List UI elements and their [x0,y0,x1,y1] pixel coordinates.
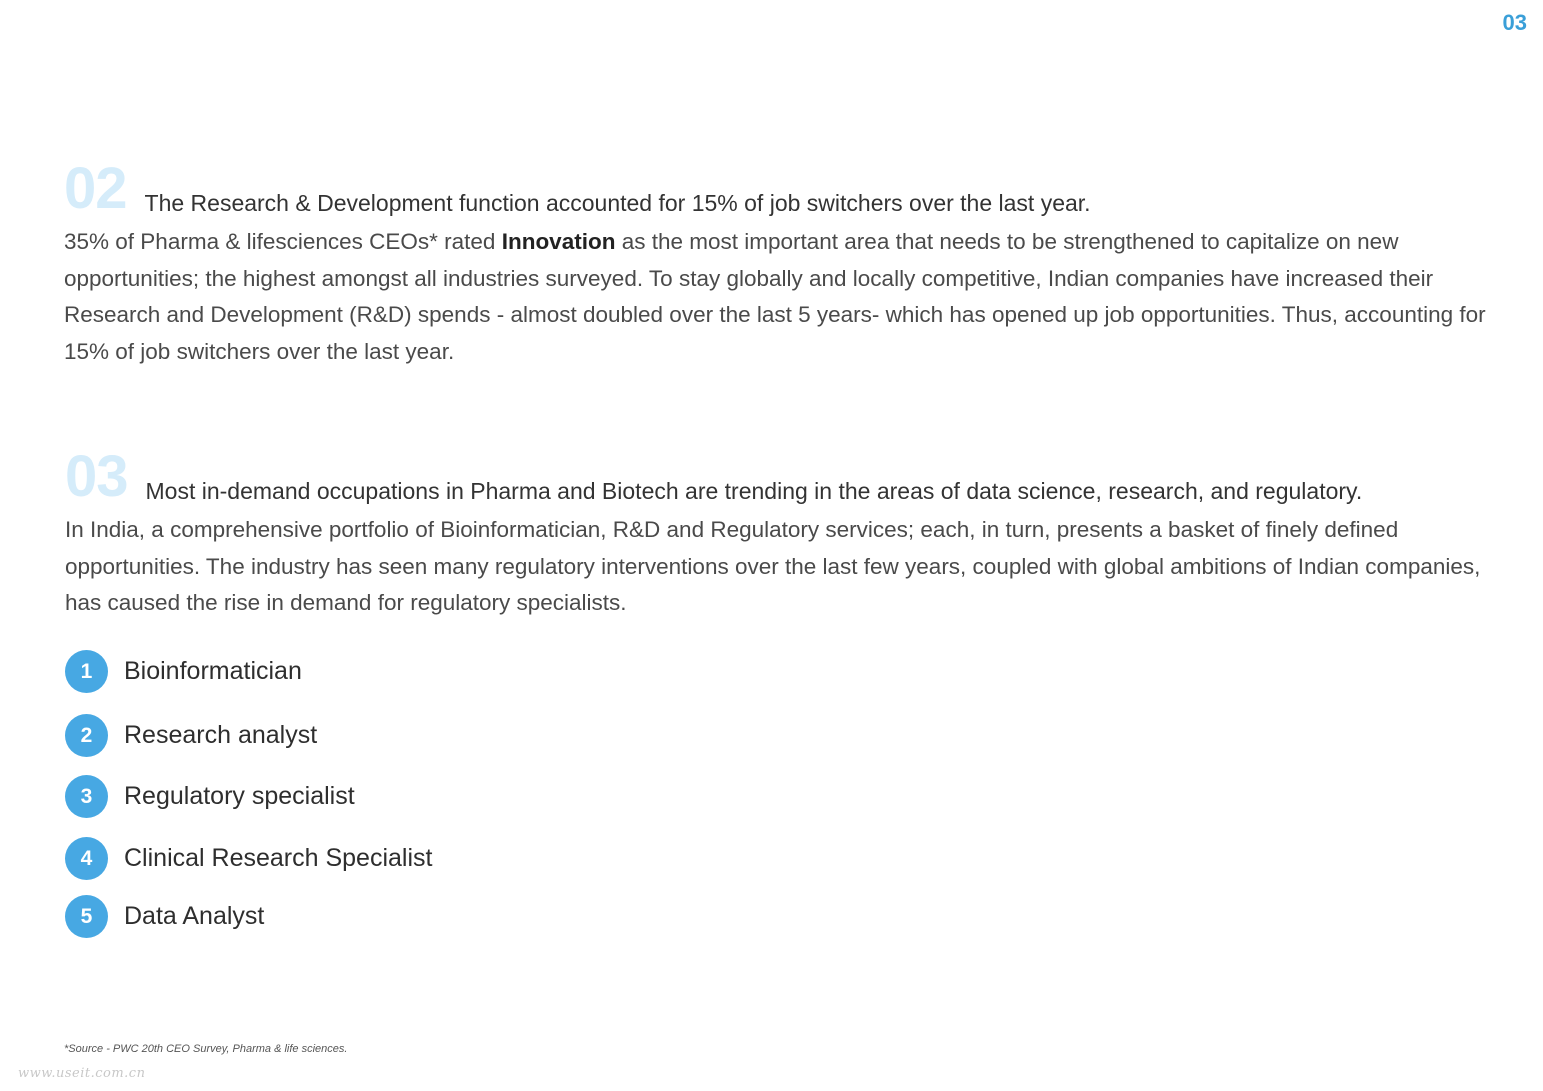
section-03-heading-line [65,444,1495,509]
section-02-body-bold: Innovation [501,229,616,254]
list-item [65,714,317,757]
occupation-label: Data Analyst [124,902,265,930]
occupation-label: Bioinformatician [124,657,302,685]
section-02-body-after: as the most important area that needs to be strengthened to capitalize on new opportunities; the highest amongst all industries surveyed. To stay globally and locally competitive, Indian companies have increased their Research and Development (R&D) spends - almost doubled over the last 5 years- which has opened up job opportunities. Thus, accounting for 15% of job switchers over the last year. [64,229,1486,364]
rank-badge: 4 [65,837,108,880]
rank-badge: 5 [65,895,108,938]
list-item [65,837,432,880]
section-02-body [64,224,1494,370]
watermark: www.useit.com.cn [18,1066,146,1081]
rank-badge: 2 [65,714,108,757]
section-02-body-before: 35% of Pharma & lifesciences CEOs* rated [64,229,502,254]
section-03-body: In India, a comprehensive portfolio of Bioinformatician, R&D and Regulatory services; each, in turn, presents a basket of finely defined opportunities. The industry has seen many regulatory interventions over the last few years, coupled with global ambitions of Indian companies, has caused the rise in demand for regulatory specialists. [65,517,1481,615]
list-item [65,895,264,938]
section-02 [64,156,1494,370]
occupation-label: Regulatory specialist [124,782,355,810]
section-03-heading: Most in-demand occupations in Pharma and Biotech are trending in the areas of data science, research, and regulatory. [145,478,1363,504]
section-02-number: 02 [64,156,127,221]
source-footnote: *Source - PWC 20th CEO Survey, Pharma & life sciences. [64,1043,348,1055]
section-03 [65,444,1495,622]
rank-badge: 3 [65,775,108,818]
occupation-label: Research analyst [124,721,318,749]
list-item [65,775,355,818]
rank-badge: 1 [65,650,108,693]
occupation-label: Clinical Research Specialist [124,844,433,872]
section-02-heading: The Research & Development function accounted for 15% of job switchers over the last year. [144,190,1091,216]
list-item [65,650,302,693]
section-03-number: 03 [65,444,128,509]
page-number: 03 [1502,10,1527,35]
section-02-heading-line [64,156,1494,221]
